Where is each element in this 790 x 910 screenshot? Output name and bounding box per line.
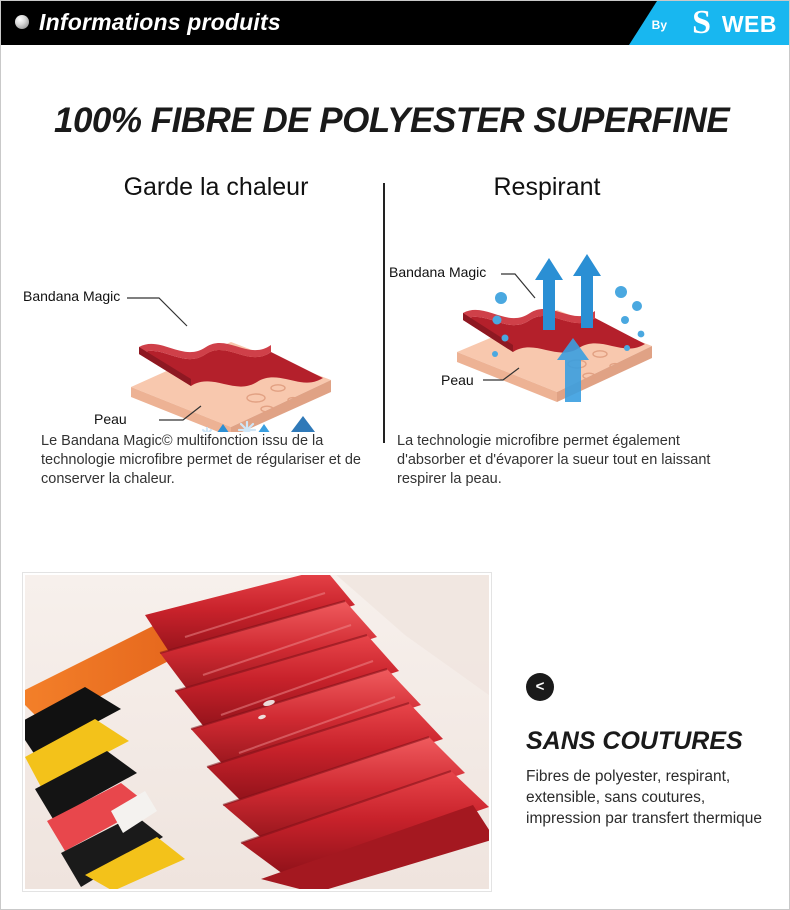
feature-warmth xyxy=(23,173,381,489)
feature-breathable-heading: Respirant xyxy=(493,173,601,201)
page-title: Informations produits xyxy=(39,9,281,35)
product-photo xyxy=(23,573,491,891)
product-photo-svg xyxy=(25,575,489,889)
features-section xyxy=(1,173,790,533)
breathable-label-bandana: Bandana Magic xyxy=(389,264,487,280)
warmth-label-bandana: Bandana Magic xyxy=(23,288,121,304)
feature-warmth-heading: Garde la chaleur xyxy=(123,173,309,201)
feature-warmth-description: Le Bandana Magic© multifonction issu de la technologie microfibre permet de régulariser et de conserver la chaleur. xyxy=(41,433,361,487)
bullet-circle-icon xyxy=(15,15,29,29)
warmth-label-skin: Peau xyxy=(94,411,127,427)
prev-arrow-badge-icon[interactable]: < xyxy=(526,673,554,701)
logo-web-text: WEB xyxy=(721,11,777,37)
section-title: 100% FIBRE DE POLYESTER SUPERFINE xyxy=(54,101,730,140)
vertical-divider xyxy=(383,183,385,443)
feature-breathable xyxy=(389,173,757,489)
warmth-diagram-svg xyxy=(31,202,381,432)
page-header xyxy=(1,1,789,45)
breathable-diagram-svg xyxy=(397,202,757,432)
seamless-title: SANS COUTURES xyxy=(526,727,743,755)
brand-logo xyxy=(609,1,789,45)
seamless-description: Fibres de polyester, respirant, extensible, sans coutures, impression par transfert thermique xyxy=(526,768,763,827)
logo-s-letter: S xyxy=(692,4,711,41)
logo-by-text: By xyxy=(651,18,667,32)
warmth-diagram xyxy=(23,202,381,432)
seamless-section xyxy=(526,673,776,829)
breathable-label-skin: Peau xyxy=(441,372,474,388)
breathable-diagram xyxy=(389,202,757,432)
feature-breathable-description: La technologie microfibre permet également d'absorber et d'évaporer la sueur tout en laissant respirer la peau. xyxy=(397,433,711,487)
